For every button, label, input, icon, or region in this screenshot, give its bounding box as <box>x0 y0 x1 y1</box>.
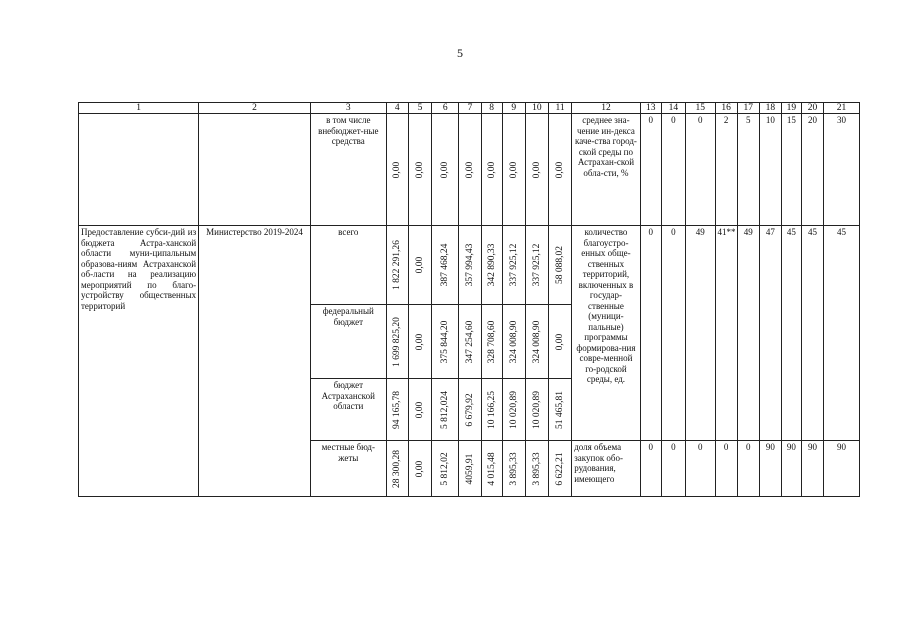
value-cell: 5 812,02 <box>432 441 459 497</box>
col-header: 11 <box>549 103 572 114</box>
col-header: 10 <box>525 103 548 114</box>
value-cell: 0,00 <box>408 226 431 305</box>
executor-cell: Министерство 2019-2024 <box>199 226 311 497</box>
value-cell: 0,00 <box>386 114 408 226</box>
target-cell: 20 <box>801 114 823 226</box>
row-label: местные бюд-жеты <box>310 441 386 497</box>
indicator-text: доля объема закупок обо-рудования, имеющего <box>572 441 641 497</box>
value-cell: 0,00 <box>502 114 525 226</box>
col-header: 16 <box>715 103 737 114</box>
value-cell: 324 008,90 <box>502 305 525 379</box>
target-cell: 0 <box>661 441 685 497</box>
total-row <box>79 226 860 305</box>
value-cell: 6 622,21 <box>549 441 572 497</box>
value-cell: 6 679,92 <box>459 379 481 441</box>
value-cell: 0,00 <box>408 379 431 441</box>
value-cell: 0,00 <box>525 114 548 226</box>
empty-cell <box>79 114 199 226</box>
target-cell: 0 <box>640 441 661 497</box>
value-cell: 28 300,28 <box>386 441 408 497</box>
target-cell: 0 <box>686 441 716 497</box>
value-cell: 0,00 <box>459 114 481 226</box>
value-cell: 342 890,33 <box>481 226 502 305</box>
value-cell: 10 166,25 <box>481 379 502 441</box>
target-cell: 0 <box>640 226 661 441</box>
col-header: 13 <box>640 103 661 114</box>
target-cell: 41** <box>715 226 737 441</box>
target-cell: 45 <box>824 226 860 441</box>
target-cell: 5 <box>737 114 759 226</box>
col-header: 14 <box>661 103 685 114</box>
col-header: 6 <box>432 103 459 114</box>
value-cell: 387 468,24 <box>432 226 459 305</box>
value-cell: 4 015,48 <box>481 441 502 497</box>
value-cell: 324 008,90 <box>525 305 548 379</box>
value-cell: 0,00 <box>408 305 431 379</box>
value-cell: 0,00 <box>432 114 459 226</box>
value-cell: 5 812,024 <box>432 379 459 441</box>
value-cell: 58 088,02 <box>549 226 572 305</box>
row-label: всего <box>310 226 386 305</box>
col-header: 12 <box>572 103 641 114</box>
value-cell: 0,00 <box>408 441 431 497</box>
value-cell: 4059,91 <box>459 441 481 497</box>
target-cell: 0 <box>737 441 759 497</box>
col-header: 20 <box>801 103 823 114</box>
value-cell: 1 699 825,20 <box>386 305 408 379</box>
value-cell: 10 020,89 <box>502 379 525 441</box>
value-cell: 0,00 <box>549 305 572 379</box>
target-cell: 90 <box>759 441 781 497</box>
col-header: 1 <box>79 103 199 114</box>
value-cell: 375 844,20 <box>432 305 459 379</box>
value-cell: 51 465,81 <box>549 379 572 441</box>
value-cell: 3 895,33 <box>525 441 548 497</box>
col-header: 9 <box>502 103 525 114</box>
value-cell: 3 895,33 <box>502 441 525 497</box>
col-header: 19 <box>781 103 801 114</box>
col-header: 7 <box>459 103 481 114</box>
page-number: 5 <box>457 46 463 60</box>
col-header: 18 <box>759 103 781 114</box>
target-cell: 30 <box>824 114 860 226</box>
row-label: федеральный бюджет <box>310 305 386 379</box>
target-cell: 45 <box>781 226 801 441</box>
indicator-text: количество благоустро-енных обще-ственных территорий, включенных в государ-ственные (муници-пальные) программы формирова-ния совре-менной го-родской среды, ед. <box>572 226 641 441</box>
col-header: 8 <box>481 103 502 114</box>
col-header: 15 <box>686 103 716 114</box>
indicator-text: среднее зна-чение ин-декса каче-ства город-ской среды по Астрахан-ской обла-сти, % <box>572 114 641 226</box>
col-header: 21 <box>824 103 860 114</box>
budget-table <box>78 102 860 497</box>
measure-name: Предоставление субси-дий из бюджета Астра-ханской области муни-ципальным образова-ниям Астраханской об-ласти на реализацию мероприятий по благо-устройству общественных территорий <box>79 226 199 497</box>
value-cell: 0,00 <box>549 114 572 226</box>
header-row <box>79 103 860 114</box>
target-cell: 10 <box>759 114 781 226</box>
extrabudget-row <box>79 114 860 226</box>
empty-cell <box>199 114 311 226</box>
target-cell: 90 <box>781 441 801 497</box>
col-header: 5 <box>408 103 431 114</box>
col-header: 2 <box>199 103 311 114</box>
target-cell: 2 <box>715 114 737 226</box>
target-cell: 0 <box>661 114 685 226</box>
value-cell: 337 925,12 <box>502 226 525 305</box>
value-cell: 337 925,12 <box>525 226 548 305</box>
col-header: 17 <box>737 103 759 114</box>
target-cell: 49 <box>737 226 759 441</box>
value-cell: 1 822 291,26 <box>386 226 408 305</box>
col-header: 4 <box>386 103 408 114</box>
row-label: в том числе внебюджет-ные средства <box>310 114 386 226</box>
target-cell: 0 <box>715 441 737 497</box>
value-cell: 357 994,43 <box>459 226 481 305</box>
target-cell: 49 <box>686 226 716 441</box>
target-cell: 90 <box>824 441 860 497</box>
target-cell: 45 <box>801 226 823 441</box>
col-header: 3 <box>310 103 386 114</box>
value-cell: 94 165,78 <box>386 379 408 441</box>
target-cell: 0 <box>640 114 661 226</box>
target-cell: 15 <box>781 114 801 226</box>
value-cell: 0,00 <box>481 114 502 226</box>
value-cell: 328 708,60 <box>481 305 502 379</box>
target-cell: 0 <box>661 226 685 441</box>
value-cell: 0,00 <box>408 114 431 226</box>
target-cell: 47 <box>759 226 781 441</box>
target-cell: 90 <box>801 441 823 497</box>
target-cell: 0 <box>686 114 716 226</box>
value-cell: 10 020,89 <box>525 379 548 441</box>
value-cell: 347 254,60 <box>459 305 481 379</box>
row-label: бюджет Астраханской области <box>310 379 386 441</box>
